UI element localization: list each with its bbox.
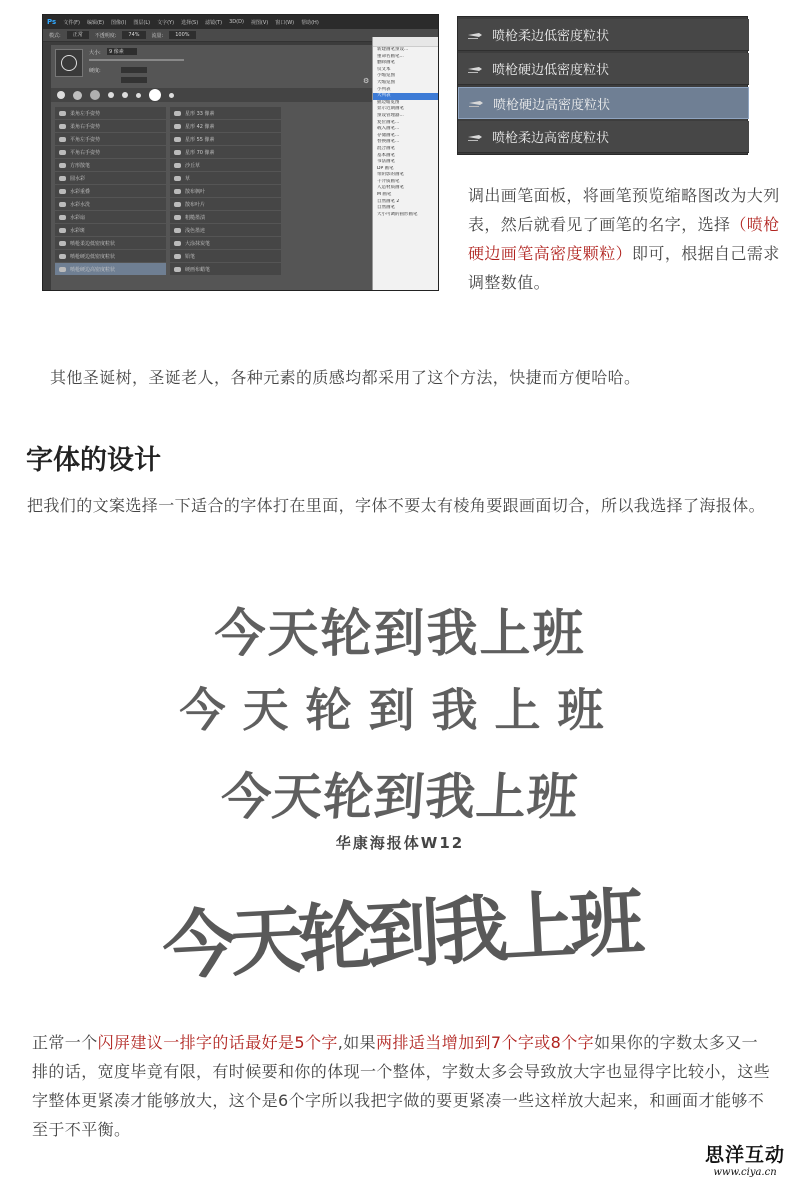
brush-stroke-icon <box>174 189 181 194</box>
context-menu-item[interactable]: DP 画笔 <box>377 165 394 171</box>
brush-stroke-icon <box>59 111 66 116</box>
brush-row <box>55 133 285 146</box>
context-menu-item[interactable]: 载入画笔... <box>377 126 400 132</box>
brush-preset-name: 星形 42 像素 <box>185 123 215 130</box>
brush-preset-name: 粗糙墨渍 <box>185 214 206 221</box>
brush-note-paragraph <box>468 181 784 297</box>
brush-preset-item[interactable] <box>55 237 166 249</box>
context-menu-item[interactable]: M 画笔 <box>377 192 392 198</box>
context-menu-item[interactable]: 大列表 <box>373 93 439 100</box>
brush-preset-name: 柔角左手姿势 <box>70 110 101 117</box>
brush-list-name: 喷枪硬边低密度粒状 <box>492 63 610 78</box>
brush-row <box>55 159 285 172</box>
brush-stroke-icon <box>59 215 66 220</box>
brush-preset-name: 沙丘草 <box>185 162 201 169</box>
final-highlight-1: 闪屏建议一排字的话最好是5个字 <box>97 1033 338 1052</box>
brush-stroke-icon <box>59 267 66 272</box>
brush-list-item[interactable] <box>458 121 749 153</box>
brush-preset-name: 圆水彩 <box>70 175 86 182</box>
brush-row <box>55 263 285 276</box>
context-menu-item[interactable]: 描边缩览图 <box>377 99 400 105</box>
ps-menu-item[interactable]: 编辑(E) <box>86 19 105 26</box>
ps-logo: Ps <box>47 18 57 26</box>
brush-stroke-icon <box>174 254 181 259</box>
brush-preset-name: 喷枪硬边低密度粒状 <box>70 253 116 260</box>
ps-menu-item[interactable]: 滤镜(T) <box>205 19 223 26</box>
hardness-slider[interactable] <box>121 67 147 73</box>
brush-preset-name: 喷枪硬边高密度粒状 <box>70 266 116 273</box>
context-menu-item[interactable]: 新建画笔预设... <box>377 47 409 52</box>
context-menu-item[interactable]: 显示近期画笔 <box>377 106 404 112</box>
brush-stroke-icon <box>174 241 181 246</box>
brush-preset-item[interactable] <box>170 263 281 275</box>
brush-stroke-icon <box>59 189 66 194</box>
brush-stroke-icon <box>174 215 181 220</box>
context-menu-item[interactable]: 人造材质画笔 <box>377 185 404 191</box>
brush-stroke-icon <box>174 267 181 272</box>
ps-menubar <box>43 15 438 29</box>
brush-preset-name: 硬画布蜡笔 <box>185 266 211 273</box>
brush-preset-item[interactable] <box>55 146 166 158</box>
context-menu-item[interactable]: 预设管理器... <box>377 112 404 118</box>
ps-menu-item[interactable]: 图像(I) <box>111 19 127 26</box>
brush-preset-item[interactable] <box>170 237 281 249</box>
brush-preset-name: 草 <box>185 175 191 182</box>
brush-preset-name: 柔角右手姿势 <box>70 123 101 130</box>
brush-stroke-icon <box>174 150 181 155</box>
watermark-name: 思洋互动 <box>704 1144 785 1166</box>
context-menu-item[interactable]: 存储画笔... <box>377 132 400 138</box>
brush-row <box>55 185 285 198</box>
brush-preset-name: 平角左手姿势 <box>70 136 101 143</box>
brush-stroke-icon <box>59 124 66 129</box>
final-text-2: ,如果 <box>337 1033 377 1052</box>
brush-row <box>55 224 285 237</box>
brush-preset-item[interactable] <box>55 120 166 132</box>
brush-preset-name: 浅色墨迹 <box>185 227 206 234</box>
brush-stroke-icon <box>174 111 181 116</box>
ps-menu-item[interactable]: 视图(V) <box>250 19 269 26</box>
context-menu-item[interactable]: 仅文本 <box>377 66 391 72</box>
context-menu-item[interactable]: 小缩览图 <box>377 73 395 79</box>
brush-stroke-icon <box>59 137 66 142</box>
final-paragraph <box>32 1028 774 1144</box>
brush-preset-item[interactable] <box>170 211 281 223</box>
brush-preset-item[interactable] <box>55 133 166 145</box>
brush-preset-item[interactable] <box>170 133 281 145</box>
brush-dot-icon[interactable] <box>90 90 100 100</box>
flow-label: 流量: <box>151 32 164 39</box>
airbrush-icon <box>458 121 492 153</box>
brush-note-text: 调出画笔面板，将画笔预览缩略图改为大列表，然后就看见了画笔的名字，选择 <box>468 186 780 234</box>
brush-large-list <box>55 107 285 276</box>
brush-tip-preview <box>55 49 83 77</box>
font-sample-final: 今天轮到我上班 <box>160 879 641 991</box>
context-menu-item[interactable]: 删除画笔 <box>377 60 395 66</box>
brush-stroke-icon <box>59 228 66 233</box>
brush-preset-item[interactable] <box>170 107 281 119</box>
brush-panel-context-menu <box>372 37 439 291</box>
brush-preset-item[interactable] <box>55 263 166 275</box>
brush-preset-item[interactable] <box>55 172 166 184</box>
brush-stroke-icon <box>59 202 66 207</box>
brush-preset-name: 星形 55 像素 <box>185 136 215 143</box>
context-menu-item[interactable]: 小列表 <box>377 86 391 92</box>
brush-dot-icon[interactable] <box>57 91 65 99</box>
opacity-label: 不透明度: <box>94 32 117 39</box>
airbrush-icon <box>458 53 492 85</box>
mode-label: 模式: <box>49 32 61 39</box>
airbrush-icon <box>458 19 492 51</box>
brush-preset-item[interactable] <box>55 250 166 262</box>
context-menu-item[interactable]: 大小可调的圆形画笔 <box>377 211 418 217</box>
brush-stroke-icon <box>59 163 66 168</box>
brush-preset-item[interactable] <box>170 224 281 236</box>
brush-stroke-icon <box>174 176 181 181</box>
brush-stroke-icon <box>174 202 181 207</box>
mode-select[interactable]: 正常 <box>67 31 89 39</box>
size-label: 大小: <box>89 50 101 56</box>
brush-stroke-icon <box>59 176 66 181</box>
final-highlight-2: 两排适当增加到7个字或8个字 <box>376 1033 595 1052</box>
size-field[interactable]: 9 像素 <box>107 48 137 55</box>
context-menu-item[interactable]: 混合画笔 <box>377 145 395 151</box>
brush-preset-name: 大涂抹炭笔 <box>185 240 211 247</box>
context-menu-item[interactable]: 基本画笔 <box>377 152 395 158</box>
context-menu-item[interactable]: 大缩览图 <box>377 79 395 85</box>
final-text-3: 如果你的字数太多又一排的话，宽度毕竟有限，有时候要和你的体现一个整体，字数太多会导致放大字也显得字比较小，这些字整体更紧凑才能够放大，这个是6个字所以我把字做的要更紧凑一些这样放大起来，和画面才能够不至于不平衡。 <box>32 1033 771 1139</box>
brush-preset-name: 铅笔 <box>185 253 196 260</box>
brush-stroke-icon <box>59 150 66 155</box>
brush-stroke-icon <box>174 163 181 168</box>
brush-row <box>55 172 285 185</box>
site-watermark <box>700 1140 790 1178</box>
brush-row <box>55 107 285 120</box>
brush-preset-name: 散布枫叶 <box>185 188 206 195</box>
hardness-label: 硬度: <box>89 68 101 74</box>
brush-preset-item[interactable] <box>170 198 281 210</box>
font-sample-3: 今天轮到我上班 <box>219 768 581 826</box>
brush-preset-item[interactable] <box>55 159 166 171</box>
brush-list-name: 喷枪柔边低密度粒状 <box>492 29 610 44</box>
brush-preset-name: 水彩扇 <box>70 214 86 221</box>
brush-preset-item[interactable] <box>55 198 166 210</box>
brush-preset-item[interactable] <box>55 211 166 223</box>
brush-preset-name: 水彩斑 <box>70 227 86 234</box>
ps-menu-item[interactable]: 图层(L) <box>133 19 151 26</box>
brush-stroke-icon <box>174 124 181 129</box>
brush-dot-icon[interactable] <box>169 93 174 98</box>
watermark-url: www.ciya.cn <box>713 1167 777 1178</box>
brush-row <box>55 250 285 263</box>
context-menu-item[interactable]: 替换画笔... <box>377 139 400 145</box>
hardness-field[interactable] <box>121 77 147 83</box>
brush-dot-icon[interactable] <box>73 91 82 100</box>
brush-list-name: 喷枪柔边高密度粒状 <box>492 131 610 146</box>
font-name-caption: 华康海报体W12 <box>335 834 465 852</box>
brush-preset-item[interactable] <box>170 120 281 132</box>
context-menu-item[interactable]: 自然画笔 <box>377 205 395 211</box>
brush-dot-icon[interactable] <box>136 93 141 98</box>
brush-row <box>55 198 285 211</box>
ps-menu-item[interactable]: 文件(F) <box>63 19 80 26</box>
brush-stroke-icon <box>59 254 66 259</box>
recent-brush-presets <box>51 88 373 102</box>
font-intro-paragraph: 把我们的文案选择一下适合的字体打在里面，字体不要太有棱角要跟画面切合，所以我选择了海报体。 <box>27 496 766 515</box>
brush-preset-panel <box>51 45 373 290</box>
brush-preset-name: 水彩重叠 <box>70 188 91 195</box>
brush-preset-item[interactable] <box>170 159 281 171</box>
brush-list-item[interactable] <box>458 19 749 51</box>
brush-preset-name: 星形 33 像素 <box>185 110 215 117</box>
context-menu-item[interactable]: 带阴影的画笔 <box>377 172 404 178</box>
brush-dot-icon[interactable] <box>122 92 128 98</box>
brush-list-item[interactable] <box>458 53 749 85</box>
brush-row <box>55 237 285 250</box>
gear-icon[interactable]: ⚙ <box>363 77 370 85</box>
context-menu-item[interactable]: 干介质画笔 <box>377 178 400 184</box>
size-slider[interactable] <box>89 59 184 61</box>
ps-menu-item[interactable]: 窗口(W) <box>275 19 295 26</box>
flow-field[interactable]: 100% <box>169 31 195 39</box>
brush-preset-name: 星形 70 像素 <box>185 149 215 156</box>
brush-preset-item[interactable] <box>170 146 281 158</box>
brush-stroke-icon <box>174 228 181 233</box>
final-text-1: 正常一个 <box>32 1033 98 1052</box>
context-menu-item[interactable]: 书法画笔 <box>377 159 395 165</box>
brush-note-highlight: （喷枪硬边画笔高密度颗粒） <box>468 215 780 263</box>
section-heading: 字体的设计 <box>26 445 161 476</box>
context-menu-item[interactable]: 复位画笔... <box>377 119 400 125</box>
brush-stroke-icon <box>174 137 181 142</box>
brush-name-list <box>457 16 748 155</box>
brush-preset-item[interactable] <box>55 224 166 236</box>
ps-menu-item[interactable]: 选择(S) <box>181 19 199 26</box>
brush-list-item[interactable] <box>458 87 749 119</box>
brush-preset-item[interactable] <box>170 172 281 184</box>
brush-row <box>55 146 285 159</box>
other-note-paragraph: 其他圣诞树，圣诞老人，各种元素的质感均都采用了这个方法，快捷而方便哈哈。 <box>50 368 641 387</box>
brush-preset-name: 喷枪柔边低密度粒状 <box>70 240 116 247</box>
brush-preset-name: 平角右手姿势 <box>70 149 101 156</box>
airbrush-icon <box>459 87 493 119</box>
brush-preset-item[interactable] <box>55 185 166 197</box>
brush-preset-item[interactable] <box>170 250 281 262</box>
brush-stroke-icon <box>59 241 66 246</box>
brush-note-text-end: 即可，根据自己需求调整数值。 <box>468 244 780 292</box>
ps-menu-item[interactable]: 帮助(H) <box>301 19 319 26</box>
brush-preset-name: 水彩水洗 <box>70 201 91 208</box>
menu-preview-strip <box>373 37 439 47</box>
brush-preset-item[interactable] <box>170 185 281 197</box>
brush-preset-name: 方形散笔 <box>70 162 91 169</box>
photoshop-screenshot <box>42 14 439 291</box>
brush-dot-icon[interactable] <box>108 92 114 98</box>
font-sample-1: 今天轮到我上班 <box>214 605 586 664</box>
font-sample-2: 今天轮到我上班 <box>179 683 621 737</box>
brush-list-name: 喷枪硬边高密度粒状 <box>493 97 611 113</box>
context-menu-item[interactable]: 自然画笔 2 <box>377 198 400 204</box>
opacity-field[interactable]: 74% <box>122 31 145 39</box>
brush-row <box>55 120 285 133</box>
context-menu-item[interactable]: 重命名画笔... <box>377 53 404 59</box>
brush-preset-name: 散布叶片 <box>185 201 206 208</box>
brush-preset-item[interactable] <box>55 107 166 119</box>
ps-menu-item[interactable]: 3D(D) <box>229 19 244 25</box>
ps-menu-item[interactable]: 文字(Y) <box>157 19 175 26</box>
brush-dot-icon[interactable] <box>149 89 161 101</box>
brush-row <box>55 211 285 224</box>
